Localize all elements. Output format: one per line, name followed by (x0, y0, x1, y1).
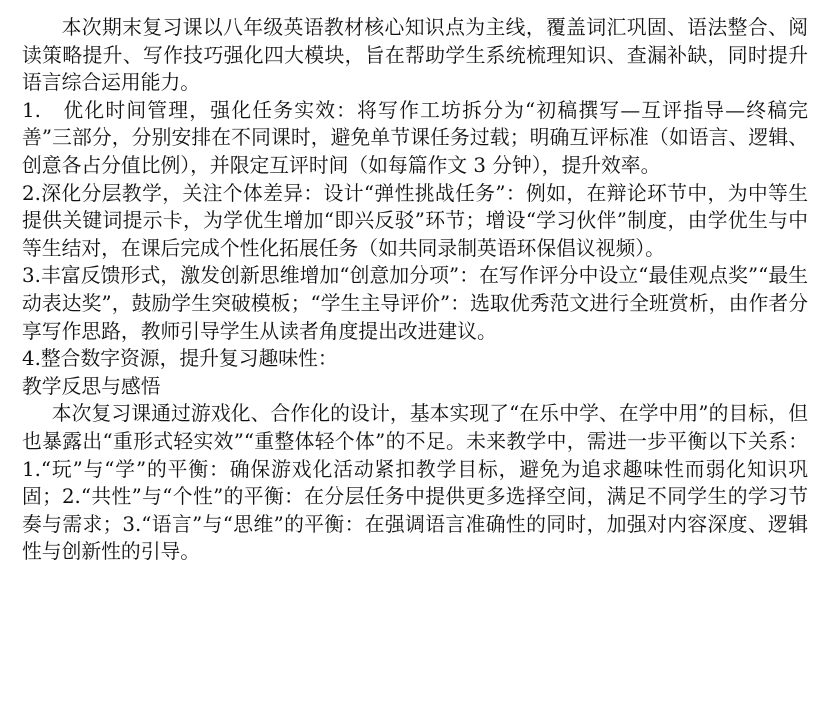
list-item-4 (22, 345, 808, 373)
list-item-text: 整合数字资源，提升复习趣味性： (40, 347, 338, 371)
list-item-number: 2. (22, 181, 41, 205)
list-item-number: 4. (22, 347, 41, 371)
list-item-number: 1. (22, 98, 64, 122)
list-item-number: 3. (22, 264, 41, 288)
list-item-3 (22, 262, 808, 345)
intro-paragraph: 本次期末复习课以八年级英语教材核心知识点为主线，覆盖词汇巩固、语法整合、阅读策略提升、写作技巧强化四大模块，旨在帮助学生系统梳理知识、查漏补缺，同时提升语言综合运用能力。 (22, 16, 808, 95)
list-item-text: 深化分层教学，关注个体差异：设计“弹性挑战任务”：例如，在辩论环节中，为中等生提供关键词提示卡，为学优生增加“即兴反驳”环节；增设“学习伙伴”制度，由学优生与中等生结对，在课后完成个性化拓展任务（如共同录制英语环保倡议视频）。 (22, 181, 808, 260)
list-item-1 (22, 97, 808, 180)
list-item-text: 丰富反馈形式，激发创新思维增加“创意加分项”：在写作评分中设立“最佳观点奖”“最生动表达奖”，鼓励学生突破模板；“学生主导评价”：选取优秀范文进行全班赏析，由作者分享写作思路，教师引导学生从读者角度提出改进建议。 (22, 264, 808, 343)
section-heading: 教学反思与感悟 (22, 374, 161, 398)
list-item-2 (22, 180, 808, 263)
list-item-text: 优化时间管理，强化任务实效：将写作工坊拆分为“初稿撰写—互评指导—终稿完善”三部分，分别安排在不同课时，避免单节课任务过载；明确互评标准（如语言、逻辑、创意各占分值比例），并限定互评时间（如每篇作文 3 分钟），提升效率。 (22, 98, 808, 177)
reflection-paragraph: 本次复习课通过游戏化、合作化的设计，基本实现了“在乐中学、在学中用”的目标，但也暴露出“重形式轻实效”“重整体轻个体”的不足。未来教学中，需进一步平衡以下关系：1.“玩”与“学”的平衡：确保游戏化活动紧扣教学目标，避免为追求趣味性而弱化知识巩固；2.“共性”与“个性”的平衡：在分层任务中提供更多选择空间，满足不同学生的学习节奏与需求；3.“语言”与“思维”的平衡：在强调语言准确性的同时，加强对内容深度、逻辑性与创新性的引导。 (22, 402, 808, 564)
